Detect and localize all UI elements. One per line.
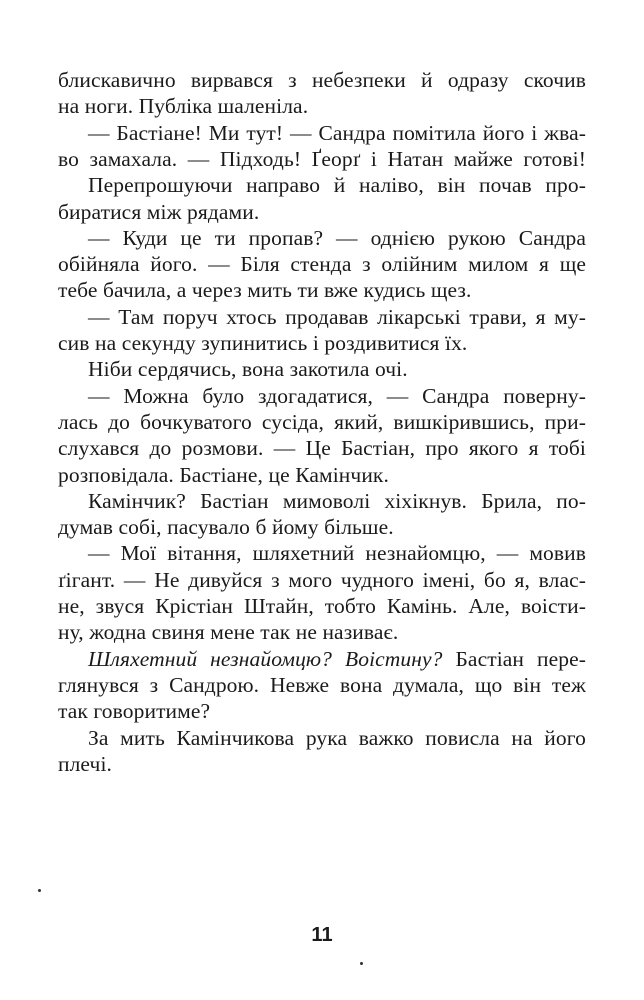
text-line: лась до бочкуватого сусіда, який, вишкірившись, при-	[58, 410, 586, 434]
text-line: ну, жодна свиня мене так не називає.	[58, 620, 399, 644]
text-line: — Там поруч хтось продавав лікарські трави, я му-	[88, 305, 586, 329]
text-span: Бастіан пере-	[442, 647, 586, 671]
text-line: — Можна було здогадатися, — Сандра поверну-	[88, 384, 586, 408]
text-line: не, звуся Крістіан Штайн, тобто Камінь. Але, воісти-	[58, 594, 586, 618]
text-line: плечі.	[58, 752, 113, 776]
print-speck	[38, 889, 41, 892]
italic-phrase: Шляхетний незнайомцю? Воістину?	[88, 647, 443, 671]
text-line: тебе бачила, а через мить ти вже кудись щез.	[58, 278, 472, 302]
text-line: глянувся з Сандрою. Невже вона думала, що він теж	[58, 673, 586, 697]
text-line: Камінчик? Бастіан мимоволі хіхікнув. Брила, по-	[88, 489, 586, 513]
page-number: 11	[311, 924, 333, 946]
print-speck	[360, 962, 363, 965]
text-line: думав собі, пасувало б йому більше.	[58, 515, 394, 539]
text-line: слухався до розмови. — Це Бастіан, про якого я тобі	[58, 436, 586, 460]
text-line: Ніби сердячись, вона закотила очі.	[88, 357, 408, 381]
text-line: — Куди це ти пропав? — однією рукою Сандра	[88, 226, 586, 250]
text-line: обійняла його. — Біля стенда з олійним милом я ще	[58, 252, 586, 276]
text-line: За мить Камінчикова рука важко повисла на його	[88, 726, 586, 750]
text-line: — Бастіане! Ми тут! — Сандра помітила його і жва-	[88, 121, 586, 145]
text-line: сив на секунду зупинитись і роздивитися їх.	[58, 331, 468, 355]
text-line: так говоритиме?	[58, 699, 211, 723]
text-line: Перепрошуючи направо й наліво, він почав про-	[88, 173, 586, 197]
text-line: розповідала. Бастіане, це Камінчик.	[58, 463, 389, 487]
text-line: во замахала. — Підходь! Ґеорґ і Натан майже готові!	[58, 147, 586, 171]
text-line: ґігант. — Не дивуйся з мого чудного імені, бо я, влас-	[58, 568, 586, 592]
text-line: биратися між рядами.	[58, 200, 260, 224]
text-line: блискавично вирвався з небезпеки й одразу скочив	[58, 68, 586, 92]
text-line: на ноги. Публіка шаленіла.	[58, 94, 309, 118]
text-line: — Мої вітання, шляхетний незнайомцю, — мовив	[88, 541, 586, 565]
